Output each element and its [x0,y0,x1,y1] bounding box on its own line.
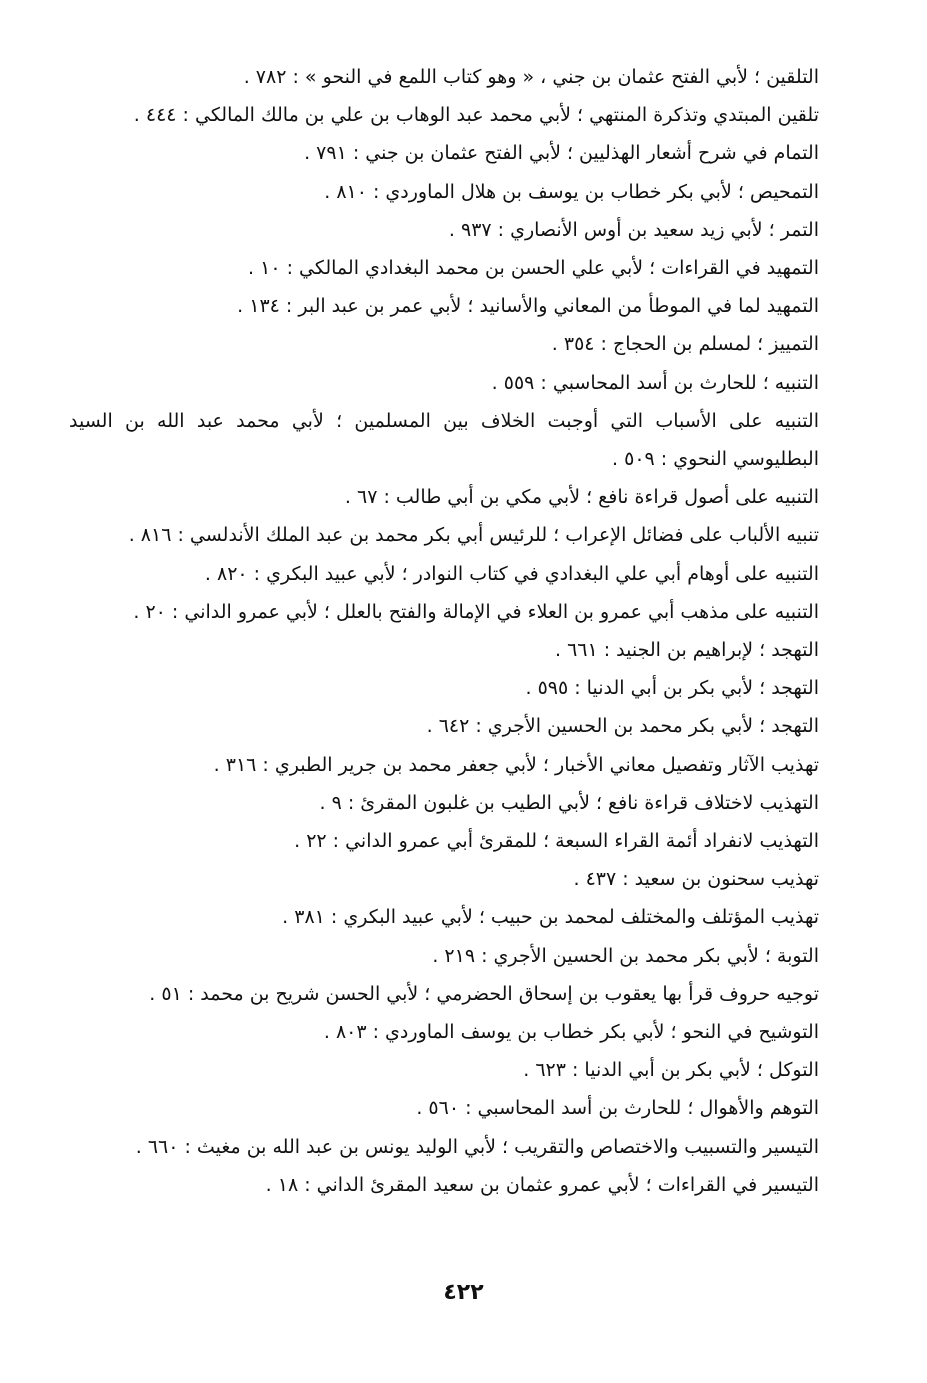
index-entry: التنبيه على مذهب أبي عمرو بن العلاء في الإمالة والفتح بالعلل ؛ لأبي عمرو الداني : ٢٠ . [133,600,819,623]
index-entry: التيسير في القراءات ؛ لأبي عمرو عثمان بن سعيد المقرئ الداني : ١٨ . [265,1173,819,1196]
index-entry: التوكل ؛ لأبي بكر بن أبي الدنيا : ٦٢٣ . [523,1059,819,1082]
index-entry: التمحيص ؛ لأبي بكر خطاب بن يوسف بن هلال الماوردي : ٨١٠ . [324,180,819,203]
index-entry: التنبيه على الأسباب التي أوجبت الخلاف بين المسلمين ؛ لأبي محمد عبد الله بن السيد [69,409,819,432]
index-entry: التلقين ؛ لأبي الفتح عثمان بن جني ، « وهو كتاب اللمع في النحو » : ٧٨٢ . [243,66,819,88]
index-entry-continuation: البطليوسي النحوي : ٥٠٩ . [612,448,819,471]
index-entry: تهذيب الآثار وتفصيل معاني الأخبار ؛ لأبي جعفر محمد بن جرير الطبري : ٣١٦ . [213,753,819,776]
index-entry: التمر ؛ لأبي زيد سعيد بن أوس الأنصاري : ٩٣٧ . [448,218,819,241]
index-entry: التمام في شرح أشعار الهذليين ؛ لأبي الفتح عثمان بن جني : ٧٩١ . [304,142,819,165]
index-entry: توجيه حروف قرأ بها يعقوب بن إسحاق الحضرمي ؛ لأبي الحسن شريح بن محمد : ٥١ . [149,982,819,1005]
index-entry: التهذيب لاختلاف قراءة نافع ؛ لأبي الطيب بن غلبون المقرئ : ٩ . [319,791,819,814]
index-entry: التيسير والتسبيب والاختصاص والتقريب ؛ لأبي الوليد يونس بن عبد الله بن مغيث : ٦٦٠ . [135,1135,819,1158]
index-entry: التمييز ؛ لمسلم بن الحجاج : ٣٥٤ . [551,333,819,356]
index-entry: التمهيد في القراءات ؛ لأبي علي الحسن بن محمد البغدادي المالكي : ١٠ . [248,257,819,280]
index-entry: التوشيح في النحو ؛ لأبي بكر خطاب بن يوسف الماوردي : ٨٠٣ . [323,1021,819,1044]
index-entry: التنبيه على أوهام أبي علي البغدادي في كتاب النوادر ؛ لأبي عبيد البكري : ٨٢٠ . [204,562,819,585]
index-entry: تهذيب سحنون بن سعيد : ٤٣٧ . [573,868,819,891]
index-entry: التهجد ؛ لإبراهيم بن الجنيد : ٦٦١ . [554,639,819,662]
index-entry: التنبيه على أصول قراءة نافع ؛ لأبي مكي بن أبي طالب : ٦٧ . [344,486,819,509]
index-entry: التهذيب لانفراد أئمة القراء السبعة ؛ للمقرئ أبي عمرو الداني : ٢٢ . [294,830,819,853]
index-entries [69,58,819,1204]
index-entry: التوهم والأهوال ؛ للحارث بن أسد المحاسبي : ٥٦٠ . [416,1097,819,1120]
index-entry: التوبة ؛ لأبي بكر محمد بن الحسين الأجري : ٢١٩ . [432,944,819,967]
index-entry: التنبيه ؛ للحارث بن أسد المحاسبي : ٥٥٩ . [491,371,819,394]
index-entry: تلقين المبتدي وتذكرة المنتهي ؛ لأبي محمد عبد الوهاب بن علي بن مالك المالكي : ٤٤٤ . [133,104,819,127]
index-entry: تهذيب المؤتلف والمختلف لمحمد بن حبيب ؛ لأبي عبيد البكري : ٣٨١ . [282,906,819,929]
index-entry: تنبيه الألباب على فضائل الإعراب ؛ للرئيس أبي بكر محمد بن عبد الملك الأندلسي : ٨١٦ . [128,524,819,547]
index-entry: التهجد ؛ لأبي بكر بن أبي الدنيا : ٥٩٥ . [525,677,819,700]
index-entry: التمهيد لما في الموطأ من المعاني والأسانيد ؛ لأبي عمر بن عبد البر : ١٣٤ . [237,295,819,318]
page-number: ٤٢٢ [443,1280,484,1305]
index-entry: التهجد ؛ لأبي بكر محمد بن الحسين الأجري : ٦٤٢ . [426,715,819,738]
